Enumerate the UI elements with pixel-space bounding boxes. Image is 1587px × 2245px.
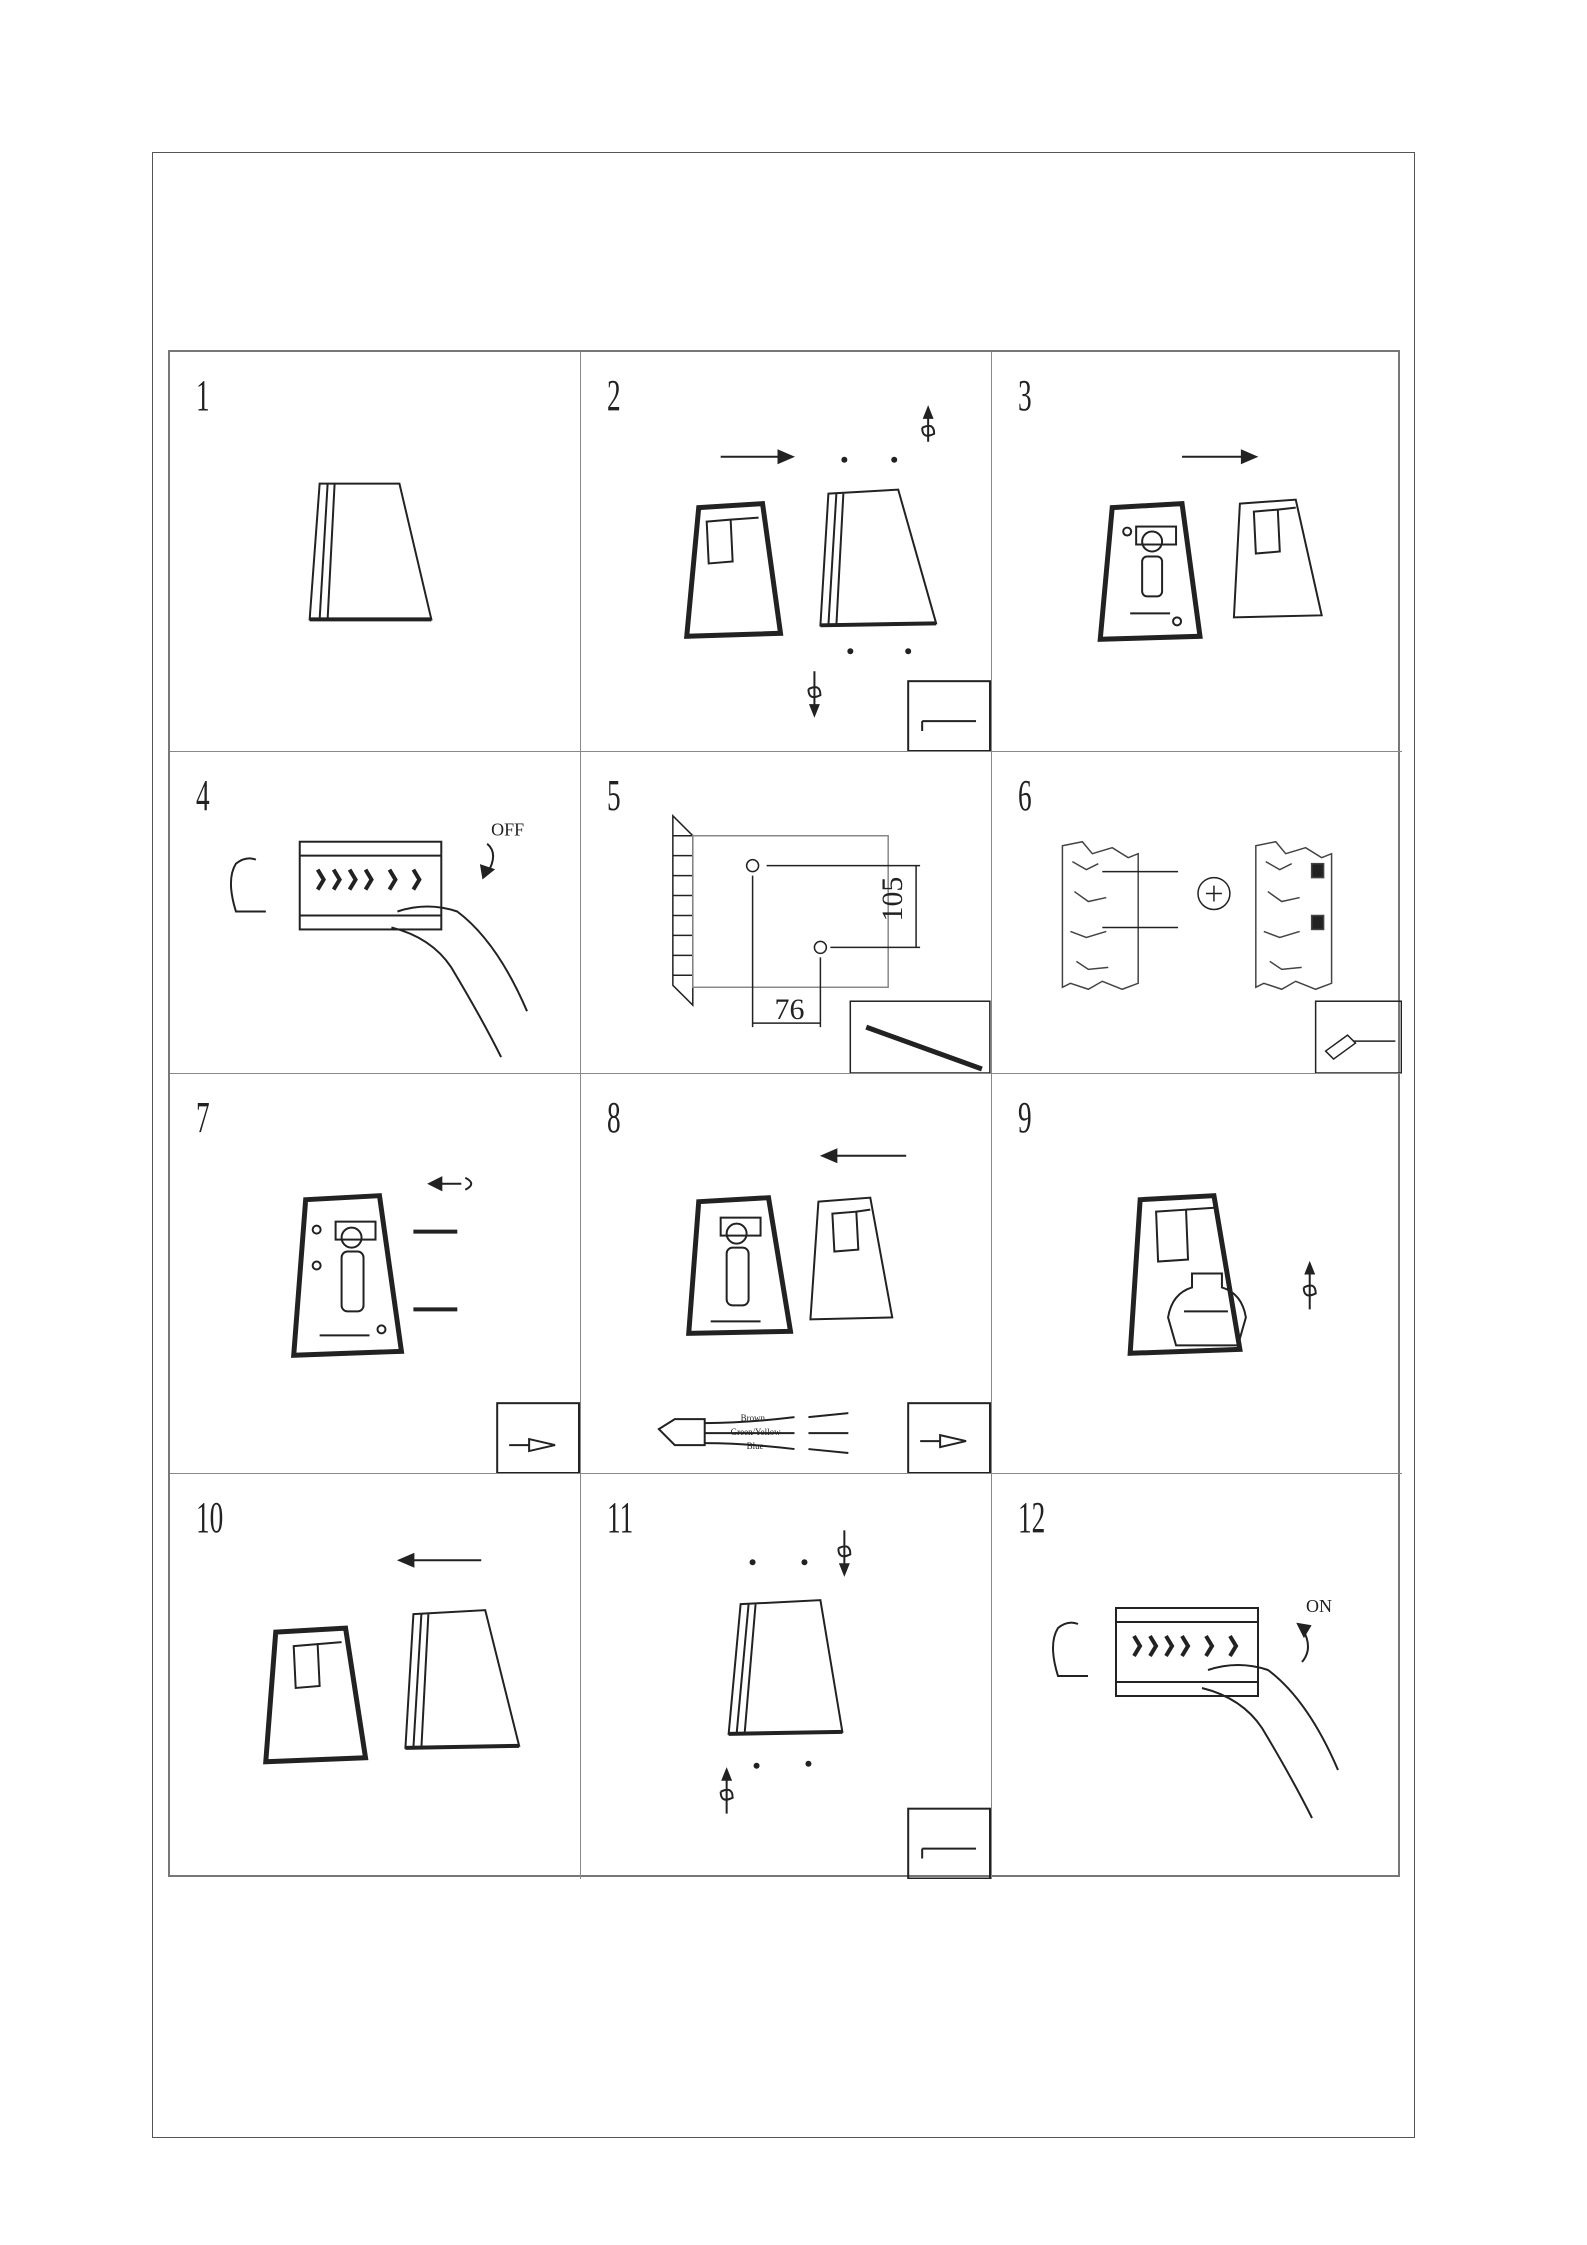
- step-4-panel: [170, 752, 581, 1074]
- step-number: 8: [607, 1093, 621, 1142]
- step-6-panel: [992, 752, 1402, 1074]
- mount-base-illustration: [170, 1074, 580, 1473]
- secure-screws-illustration: [581, 1474, 991, 1879]
- drill-holes-illustration: [581, 752, 991, 1073]
- step-1-panel: [170, 352, 581, 752]
- step-number: 7: [196, 1093, 210, 1142]
- instruction-grid: [168, 350, 1400, 1877]
- step-3-panel: [992, 352, 1402, 752]
- on-label: ON: [1306, 1596, 1332, 1616]
- fit-cover-illustration: [170, 1474, 580, 1879]
- off-label: OFF: [491, 819, 525, 840]
- step-number: 2: [607, 371, 621, 420]
- wire-label-blue: Blue: [746, 1441, 764, 1452]
- step-12-panel: [992, 1474, 1402, 1879]
- step-number: 4: [196, 771, 210, 820]
- horizontal-dimension: 76: [774, 993, 805, 1027]
- remove-cover-illustration: [581, 352, 991, 751]
- wire-label-brown: Brown: [740, 1413, 766, 1424]
- step-number: 11: [607, 1493, 634, 1542]
- step-number: 1: [196, 371, 210, 420]
- wire-label-green-yellow: Green/Yellow: [730, 1427, 781, 1438]
- step-2-panel: [581, 352, 992, 752]
- step-7-panel: [170, 1074, 581, 1474]
- step-number: 5: [607, 771, 621, 820]
- open-housing-illustration: [992, 352, 1402, 751]
- lamp-assembled-illustration: [170, 352, 580, 751]
- step-11-panel: [581, 1474, 992, 1879]
- step-number: 6: [1018, 771, 1032, 820]
- step-9-panel: [992, 1074, 1402, 1474]
- insert-bulb-illustration: [992, 1074, 1402, 1473]
- wall-plugs-illustration: [992, 752, 1402, 1073]
- step-5-panel: [581, 752, 992, 1074]
- step-number: 12: [1018, 1493, 1046, 1542]
- step-number: 10: [196, 1493, 224, 1542]
- connect-wires-illustration: [581, 1074, 991, 1473]
- step-number: 9: [1018, 1093, 1032, 1142]
- switch-on-breaker-illustration: [992, 1474, 1402, 1879]
- step-number: 3: [1018, 371, 1032, 420]
- step-10-panel: [170, 1474, 581, 1879]
- switch-off-breaker-illustration: [170, 752, 580, 1073]
- step-8-panel: [581, 1074, 992, 1474]
- vertical-dimension: 105: [876, 876, 910, 922]
